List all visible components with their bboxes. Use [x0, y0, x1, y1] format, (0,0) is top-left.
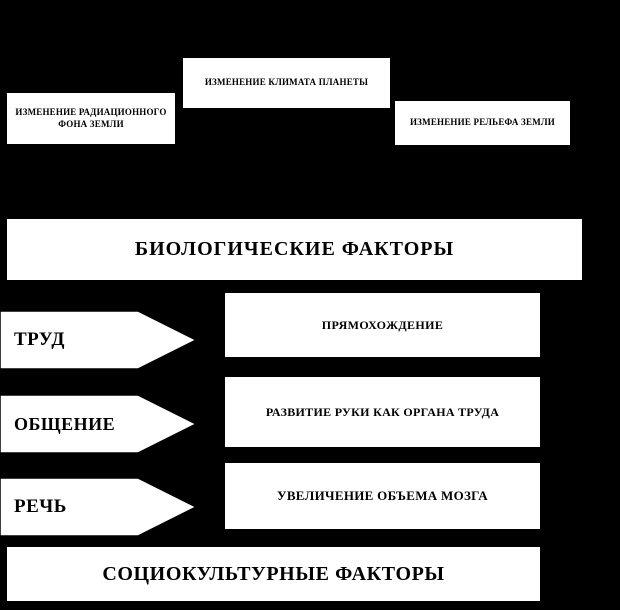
result-box-hand — [224, 376, 541, 448]
factor-box-climate — [182, 57, 391, 109]
sociocultural-factors-banner — [6, 546, 541, 602]
factor-box-relief-label: ИЗМЕНЕНИЕ РЕЛЬЕФА ЗЕМЛИ — [409, 117, 555, 128]
factor-box-radiation-label: ИЗМЕНЕНИЕ РАДИАЦИОННОГО ФОНА ЗЕМЛИ — [15, 107, 167, 129]
result-box-brain — [224, 462, 541, 530]
sociocultural-factors-label: СОЦИОКУЛЬТУРНЫЕ ФАКТОРЫ — [102, 562, 445, 585]
biological-factors-banner — [6, 218, 583, 281]
result-box-upright-label: ПРЯМОХОЖДЕНИЕ — [321, 317, 444, 332]
arrow-speech-label: РЕЧЬ — [14, 496, 67, 517]
factor-box-relief — [394, 100, 571, 146]
biological-factors-label: БИОЛОГИЧЕСКИЕ ФАКТОРЫ — [134, 238, 455, 260]
arrow-labor — [0, 311, 200, 369]
arrow-communication — [0, 395, 200, 453]
result-box-hand-label: РАЗВИТИЕ РУКИ КАК ОРГАНА ТРУДА — [265, 405, 500, 419]
arrow-communication-label: ОБЩЕНИЕ — [14, 413, 116, 434]
arrow-speech — [0, 478, 200, 536]
factor-box-radiation — [6, 92, 176, 145]
result-box-brain-label: УВЕЛИЧЕНИЕ ОБЪЕМА МОЗГА — [277, 488, 488, 503]
arrow-labor-label: ТРУД — [14, 329, 65, 350]
factor-box-climate-label: ИЗМЕНЕНИЕ КЛИМАТА ПЛАНЕТЫ — [204, 77, 369, 88]
result-box-upright — [224, 292, 541, 358]
